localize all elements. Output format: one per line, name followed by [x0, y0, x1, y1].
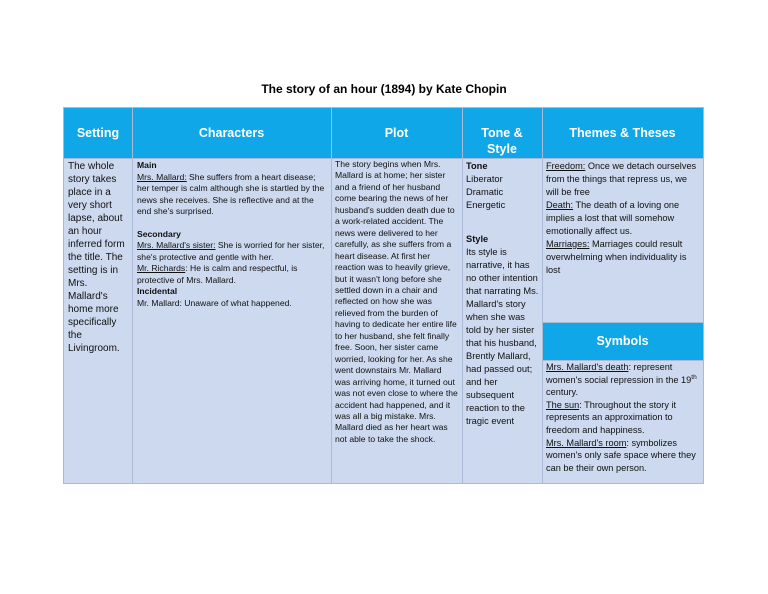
symbol-death-label: Mrs. Mallard's death: [546, 362, 629, 372]
plot-cell: [331, 158, 462, 483]
sister-label: Mrs. Mallard's sister:: [137, 240, 216, 250]
header-setting: Setting: [64, 108, 132, 158]
death-label: Death:: [546, 200, 574, 210]
document-title: The story of an hour (1894) by Kate Chopin: [261, 82, 507, 96]
characters-cell: [132, 158, 331, 483]
analysis-table: [63, 107, 704, 484]
header-symbols: Symbols: [542, 322, 703, 360]
themes-cell: [542, 158, 703, 322]
main-character: [137, 172, 327, 218]
main-heading: Main: [137, 160, 157, 170]
header-plot: Plot: [331, 108, 462, 158]
symbol-death-text: : represent women's social repression in the 19: [546, 362, 692, 385]
theme-marriages: [546, 238, 700, 277]
symbol-death: [546, 361, 700, 399]
symbol-sun-text: : Throughout the story it represents an approximation to freedom and happiness.: [546, 399, 677, 435]
setting-text: The whole story takes place in a very short lapse, about an hour inferred form the title. The setting is in Mrs. Mallard's home more specifically the Livingroom.: [68, 161, 125, 354]
mrs-mallard-label: Mrs. Mallard:: [137, 171, 187, 182]
plot-text: The story begins when Mrs. Mallard is at home; her sister and a friend of her husband come bearing the news of her husband's sudden death due to a work-related accident. The news were delivered to her carefully, as she suffers from a heart disease. At first her reaction was to heavily grieve, but it wasn't long before she settled down in a chair and reflected on how she was relieved from the burden of having to dedicate her entire life to her husband, she felt finally free. Soon, her sister came worried, looking for her. As she went downstairs Mr. Mallard was arriving home, it turned out was not even close to where the accident had happened, and it was all a big mistake. Mrs. Mallard died as her heart was not able to take the shock.: [335, 159, 458, 444]
setting-cell: [64, 158, 132, 483]
header-characters: Characters: [132, 108, 331, 158]
richards-label: Mr. Richards: [137, 263, 186, 273]
style-heading: Style: [466, 234, 489, 244]
sister-desc: She is worried for her sister, she's protective and gentle with her.: [137, 240, 325, 262]
tone-heading: Tone: [466, 161, 488, 171]
style-text: Its style is narrative, it has no other intention that narrating Ms. Mallard's story when she was told by her sister that his husband, Brently Mallard, had passed out; and her subsequent reaction to the tragic event: [466, 247, 539, 426]
marriages-text: Marriages could result overwhelming when individuality is lost: [546, 239, 687, 275]
richards-desc: : He is calm and respectful, is protective of Mrs. Mallard.: [137, 263, 298, 285]
symbol-room-text: : symbolizes women's only safe space where they can be their own person.: [546, 437, 696, 473]
symbol-death-sup: th: [691, 373, 697, 381]
incidental-text: Mr. Mallard: Unaware of what happened.: [137, 297, 292, 308]
tone-item: Energetic: [466, 200, 506, 210]
freedom-text: Once we detach ourselves from the things that repress us, we will be free: [546, 161, 697, 197]
death-text: The death of a loving one implies a lost that will somehow emotionally affect us.: [546, 200, 680, 236]
header-themes: Themes & Theses: [542, 108, 703, 158]
header-tone-style: Tone & Style: [462, 108, 542, 158]
mrs-mallard-desc: She suffers from a heart disease; her temper is calm although she is startled by the news she receives. She is reflective and at the end she's surprised.: [137, 171, 325, 216]
sister-character: [137, 240, 327, 263]
symbol-sun-label: The sun: [546, 399, 580, 410]
symbol-room: [546, 437, 700, 475]
tone-item: Dramatic: [466, 187, 504, 197]
marriages-label: Marriages:: [546, 239, 590, 249]
symbol-sun: [546, 399, 700, 437]
richards-character: [137, 263, 327, 286]
freedom-label: Freedom:: [546, 161, 586, 171]
theme-freedom: [546, 160, 700, 199]
theme-death: [546, 199, 700, 238]
tone-style-cell: [462, 158, 542, 483]
symbol-room-label: Mrs. Mallard's room: [546, 437, 627, 448]
tone-item: Liberator: [466, 174, 503, 184]
symbol-death-text-end: century.: [546, 387, 578, 398]
incidental-heading: Incidental: [137, 286, 178, 296]
symbols-cell: [542, 360, 703, 483]
secondary-heading: Secondary: [137, 228, 181, 239]
